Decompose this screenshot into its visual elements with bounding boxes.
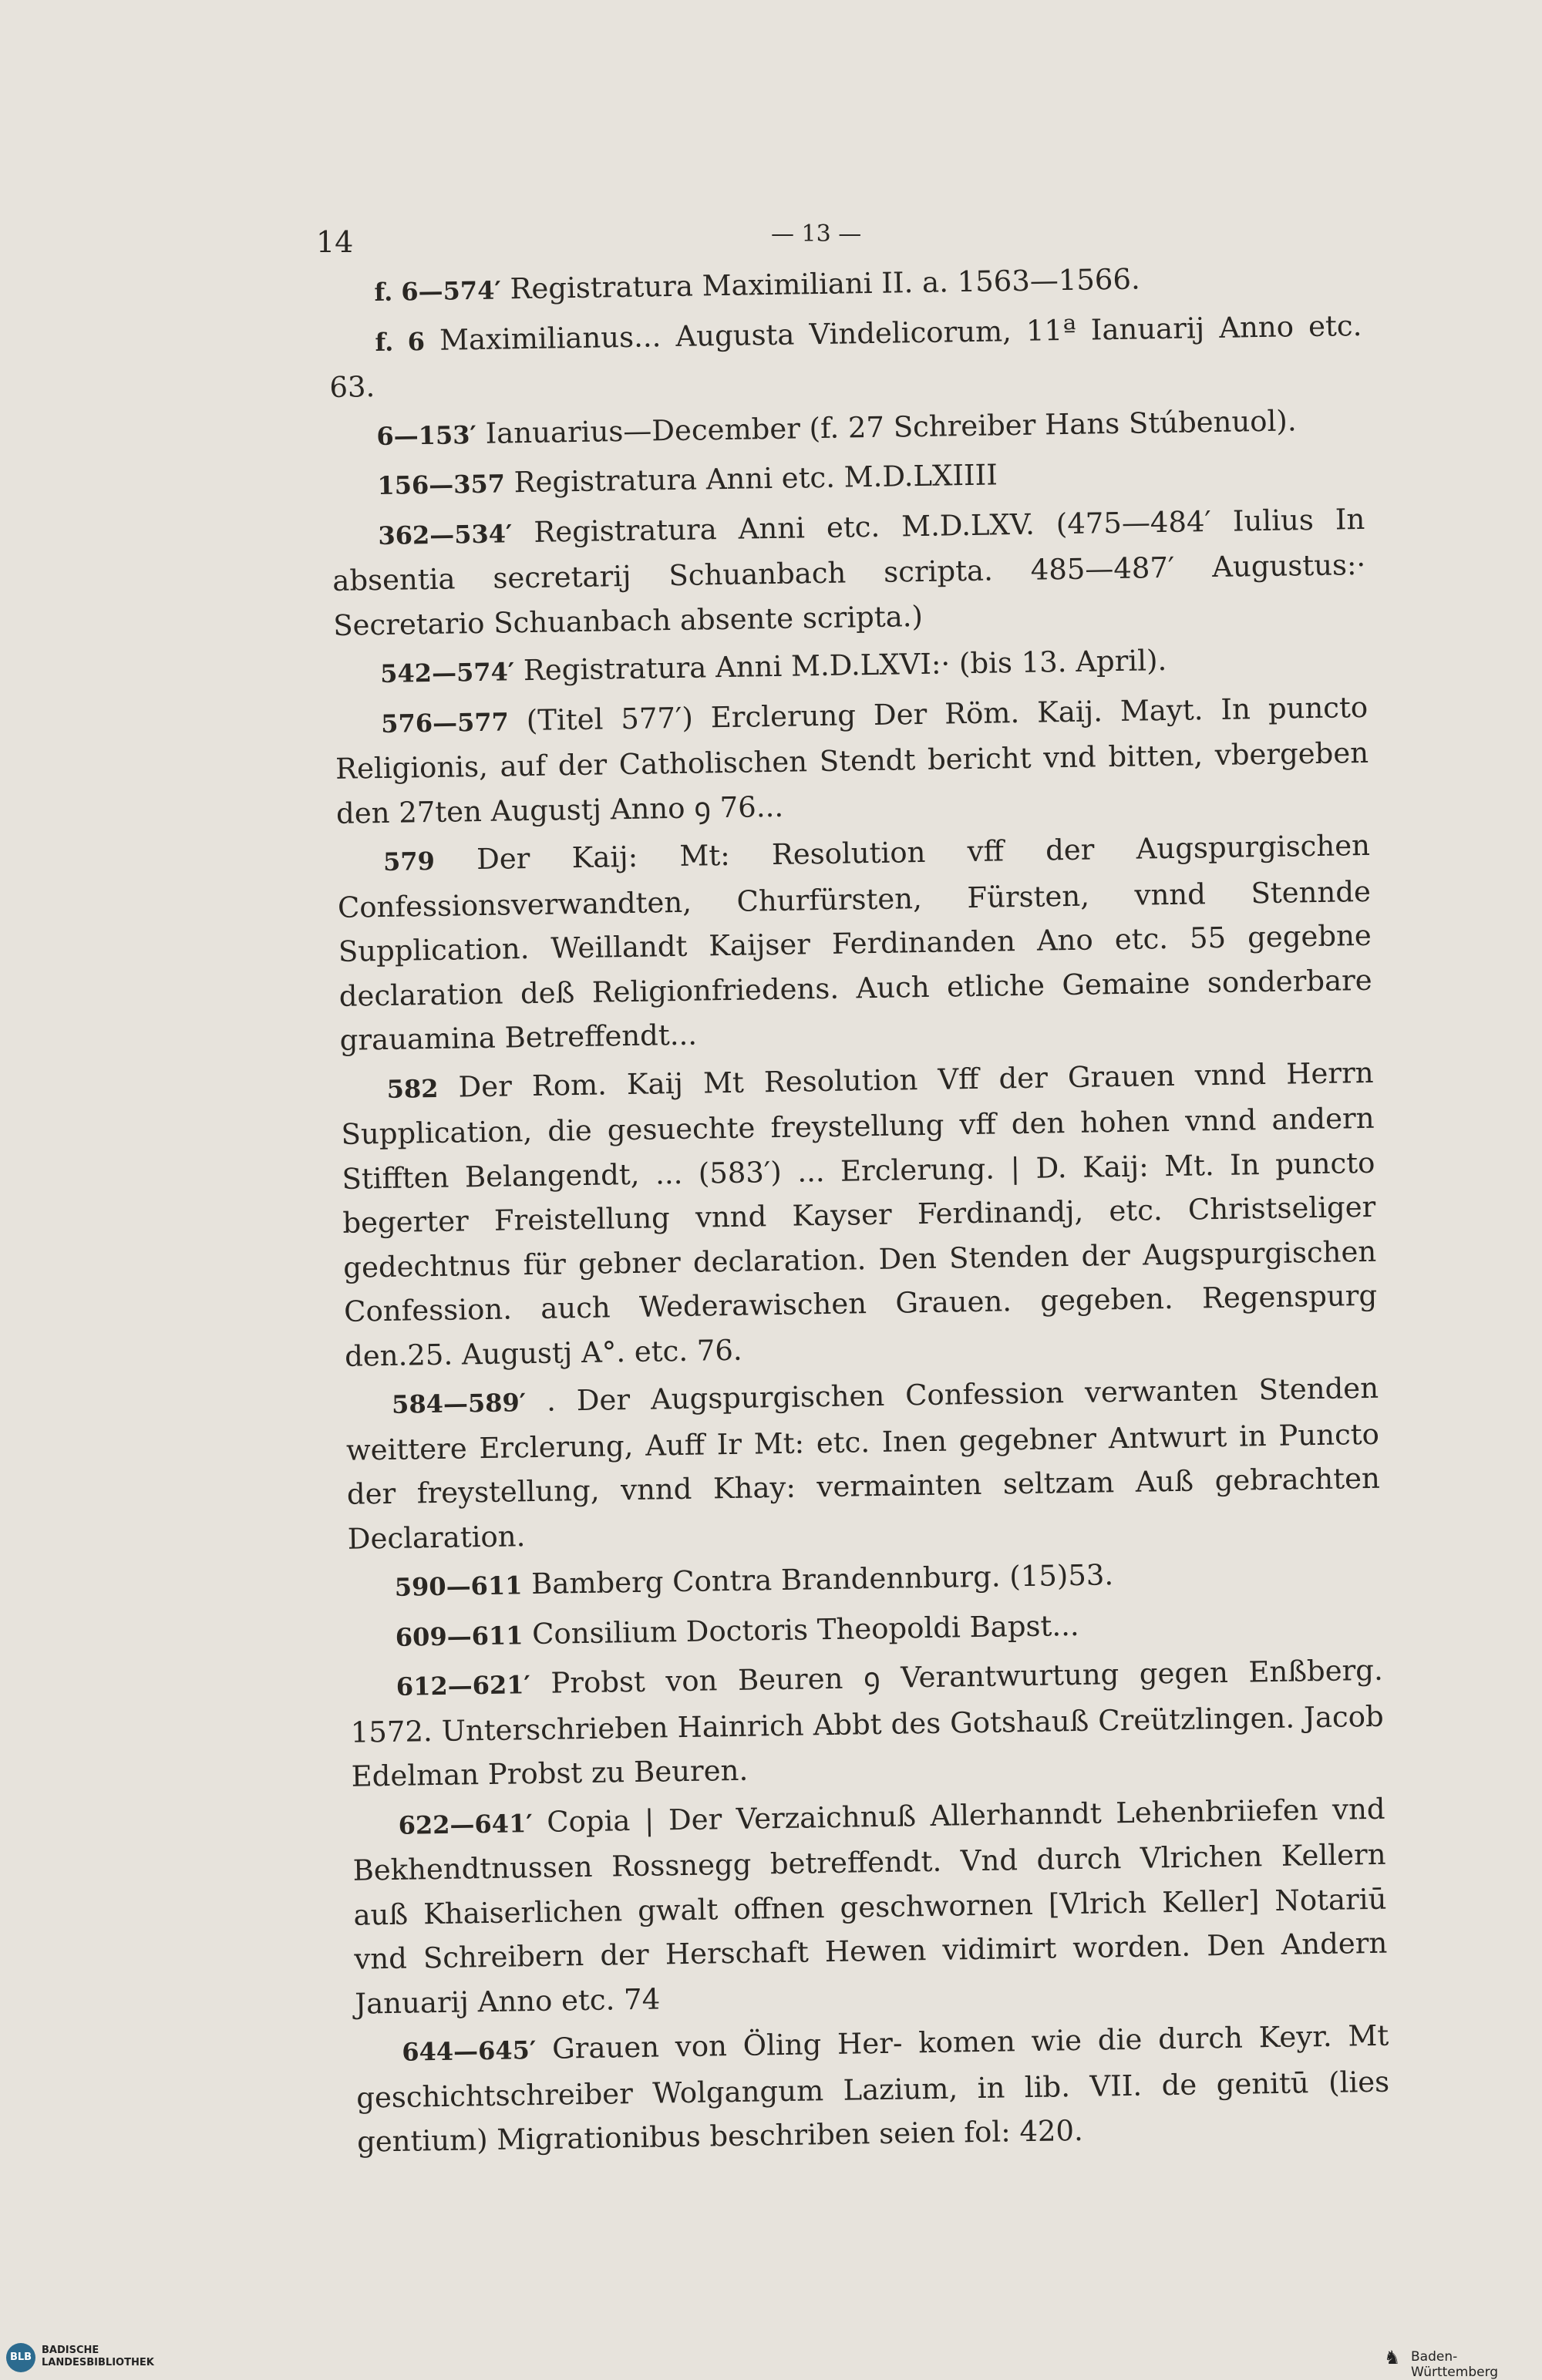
library-name (42, 2345, 154, 2369)
entry-text: Ianuarius—December (f. 27 Schreiber Hans Stúbenuol). (476, 403, 1297, 450)
entry-text: Registratura Maximiliani II. a. 1563—1566. (500, 262, 1141, 306)
entry (352, 1786, 1388, 2026)
entry-ref: 644—645′ (402, 2035, 537, 2067)
entry-ref: 156—357 (377, 469, 506, 501)
entry-text: Grauen von Öling Her- komen wie die durch Keyr. Mt geschichtschreiber Wolgangum Lazium, in lib. VII. de genitū (lies gentium) Migrationibus beschriben seien fol: 420. (355, 2018, 1390, 2159)
page-number: — 13 — (771, 220, 862, 247)
entry-ref: 609—611 (395, 1620, 524, 1652)
blb-logo-icon: BLB (6, 2343, 35, 2372)
bw-coat-of-arms-icon: ♞ (1384, 2347, 1401, 2368)
entry (337, 823, 1373, 1063)
entry-ref: 622—641′ (398, 1808, 534, 1840)
entry (335, 685, 1370, 836)
entry-text: Registratura Anni M.D.LXVI:· (bis 13. April). (513, 643, 1167, 688)
entry (349, 1648, 1385, 1799)
entry-ref: 582 (386, 1073, 439, 1104)
entry (355, 2014, 1391, 2165)
register-entries (328, 254, 1391, 2168)
folio-number: 14 (316, 225, 354, 259)
library-name-line2: LANDESBIBLIOTHEK (42, 2357, 154, 2368)
entry-ref: 612—621′ (396, 1670, 531, 1702)
entry (340, 1050, 1378, 1378)
entry-ref: f. 6 (375, 326, 426, 357)
entry-text: . Der Augspurgischen Confession verwanten Stenden weittere Erclerung, Auff Ir Mt: etc. Inen gegebner Antwurt in Puncto der freystellung, vnnd Khay: vermainten seltzam Auß gebrachten Declaration. (345, 1371, 1381, 1556)
entry-ref: 362—534′ (378, 518, 513, 550)
entry (332, 497, 1367, 648)
entry-ref: 542—574′ (379, 657, 515, 688)
entry (345, 1366, 1381, 1561)
entry-text: Probst von Beuren ꝯ Verantwurtung gegen Enßberg. 1572. Unterschrieben Hainrich Abbt des Gotshauß Creützlingen. Jacob Edelman Probst zu Beuren. (350, 1653, 1384, 1793)
entry-text: Registratura Anni etc. M.D.LXIIII (504, 458, 998, 500)
entry-text: Copia | Der Verzaichnuß Allerhanndt Lehenbriiefen vnd Bekhendtnussen Rossnegg betreffendt. Vnd durch Vlrichen Kellern auß Khaiserlichen gwalt offnen geschwornen [Vlrich Keller] Notariū vnd Schreibern der Herschaft Hewen vidimirt worden. Den Andern Januarij Anno etc. 74 (352, 1792, 1388, 2021)
footer-bar (0, 2340, 1542, 2380)
entry-ref: 6—153′ (376, 419, 477, 451)
entry-ref: 590—611 (394, 1570, 523, 1602)
bw-label: Baden-Württemberg (1411, 2349, 1499, 2380)
entry-text: Bamberg Contra Brandennburg. (15)53. (522, 1558, 1114, 1601)
entry-text: Maximilianus... Augusta Vindelicorum, 11ª Ianuarij Anno etc. 63. (329, 308, 1362, 404)
entry-text: Der Kaij: Mt: Resolution vff der Augspurgischen Confessionsverwandten, Churfürsten, Fürsten, vnnd Stennde Supplication. Weillandt Kaijser Ferdinanden Ano etc. 55 gegebne declaration deß Religionfriedens. Auch etliche Gemaine sonderbare grauamina Betreffendt... (337, 828, 1372, 1057)
entry-ref: 584—589′ (391, 1388, 527, 1419)
entry-ref: 579 (382, 846, 436, 877)
entry-text: Consilium Doctoris Theopoldi Bapst... (523, 1608, 1079, 1651)
entry-text: Registratura Anni etc. M.D.LXV. (475—484′ Iulius In absentia secretarij Schuanbach scripta. 485—487′ Augustus:· Secretario Schuanbach absente scripta.) (332, 502, 1366, 642)
library-name-line1: BADISCHE (42, 2345, 99, 2356)
entry-ref: f. 6—574′ (374, 275, 502, 308)
entry-text: Der Rom. Kaij Mt Resolution Vff der Grauen vnnd Herrn Supplication, die gesuechte freystellung vff den hohen vnnd andern Stifften Belangendt, ... (583′) ... Erclerung. | D. Kaij: Mt. In puncto begerter Freistellung vnnd Kayser Ferdinandj, etc. Christseliger gedechtnus für gebner declaration. Den Stenden der Augspurgischen Confession. auch Wederawischen Grauen. gegeben. Regenspurg den.25. Augustj A°. etc. 76. (341, 1055, 1378, 1373)
entry-text: (Titel 577′) Erclerung Der Röm. Kaij. Mayt. In puncto Religionis, auf der Catholischen Stendt bericht vnd bitten, vbergeben den 27ten Augustj Anno ꝯ 76... (335, 690, 1369, 830)
entry (328, 303, 1363, 409)
entry-ref: 576—577 (380, 706, 510, 739)
